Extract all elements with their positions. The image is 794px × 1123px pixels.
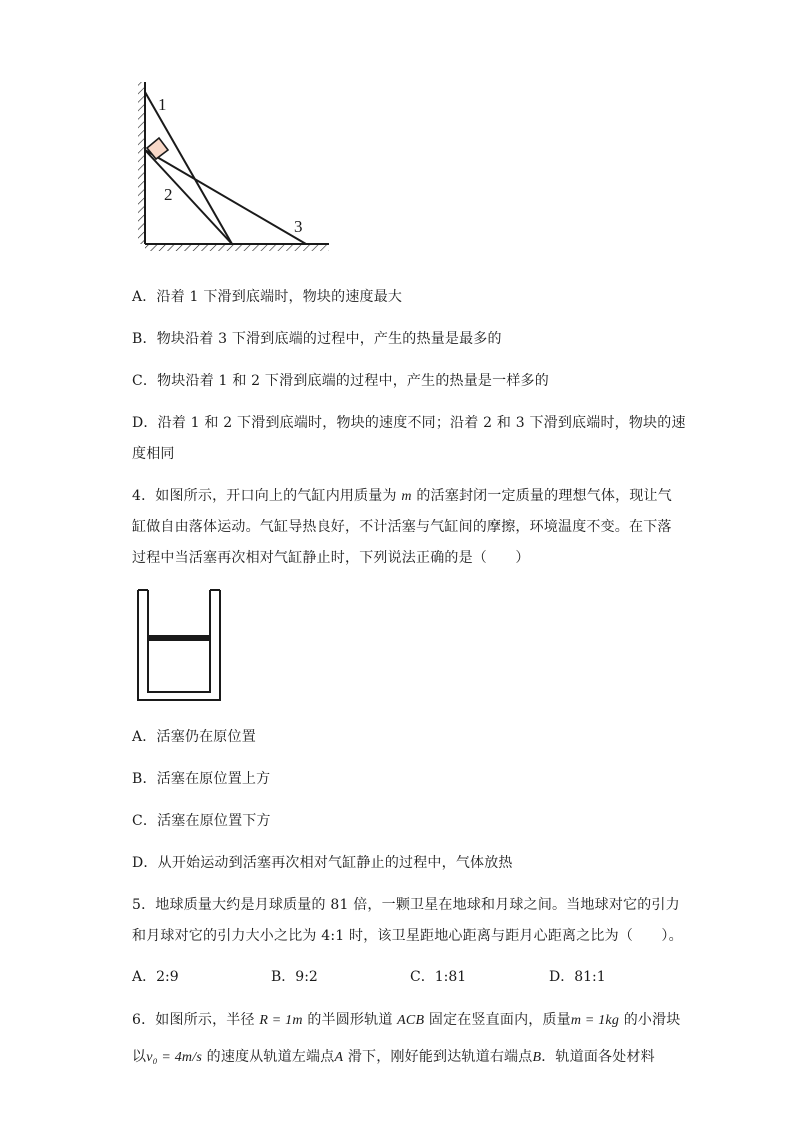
q6-point-a: A	[334, 1050, 344, 1065]
q6-track: ACB	[397, 1013, 425, 1028]
q4-stem-line-1	[132, 485, 672, 505]
incline-label-3: 3	[294, 217, 303, 236]
q5-option-c: C．1:81	[410, 969, 467, 985]
cylinder-outer	[138, 590, 220, 700]
q6-text-7: 滑下，刚好能到达轨道右端点	[343, 1049, 533, 1065]
incline-2	[145, 150, 232, 244]
q5-stem-line-1: 5．地球质量大约是月球质量的 81 倍，一颗卫星在地球和月球之间。当地球对它的引力	[132, 897, 680, 913]
q6-mass: m = 1kg	[570, 1013, 620, 1028]
q4-option-d: D．从开始运动到活塞再次相对气缸静止的过程中，气体放热	[132, 855, 513, 871]
q6-text-8: ．轨道面各处材料	[541, 1049, 655, 1065]
q3-option-c: C．物块沿着 1 和 2 下滑到底端的过程中，产生的热量是一样多的	[132, 373, 549, 389]
q4-stem-tail: 的活塞封闭一定质量的理想气体，现让气	[411, 488, 672, 504]
q3-option-b: B．物块沿着 3 下滑到底端的过程中，产生的热量是最多的	[132, 331, 502, 347]
q6-radius: R = 1m	[259, 1013, 303, 1028]
q4-stem-line-2: 缸做自由落体运动。气缸导热良好，不计活塞与气缸间的摩擦，环境温度不变。在下落	[132, 519, 672, 535]
q6-v0: v₀ = 4m/s	[146, 1050, 202, 1065]
piston	[148, 635, 210, 641]
incline-label-1: 1	[158, 95, 167, 114]
incline-1	[145, 92, 232, 244]
ground-hatch	[145, 244, 329, 251]
q4-option-b: B．活塞在原位置上方	[132, 771, 271, 787]
q5-option-a: A．2:9	[132, 969, 179, 985]
q6-text-4: 的小滑块	[619, 1012, 681, 1028]
q5-option-d: D．81:1	[549, 969, 606, 985]
q4-stem-part: 4．如图所示，开口向上的气缸内用质量为	[132, 488, 397, 504]
q6-text-3: 固定在竖直面内，质量	[424, 1012, 571, 1028]
q5-stem-line-2: 和月球对它的引力大小之比为 4:1 时，该卫星距地心距离与距月心距离之比为（ ）。	[132, 928, 683, 944]
q3-option-d: D．沿着 1 和 2 下滑到底端时，物块的速度不同；沿着 2 和 3 下滑到底端时，物块的速	[132, 415, 686, 431]
wall-hatch	[138, 82, 145, 244]
q4-stem-line-3: 过程中当活塞再次相对气缸静止时，下列说法正确的是（ ）	[132, 550, 530, 566]
q4-option-c: C．活塞在原位置下方	[132, 813, 271, 829]
incline-label-2: 2	[164, 185, 173, 204]
q6-point-b: B	[532, 1050, 542, 1065]
incline-figure	[128, 78, 338, 254]
q6-text-1: 6．如图所示，半径	[132, 1012, 260, 1028]
cylinder-figure	[136, 588, 224, 704]
q3-option-d-continued: 度相同	[132, 446, 175, 462]
q6-stem-line-2	[132, 1046, 655, 1066]
q4-option-a: A．活塞仍在原位置	[132, 729, 256, 745]
q6-stem-line-1	[132, 1009, 681, 1029]
q6-text-5: 以	[132, 1049, 147, 1065]
q3-option-a: A．沿着 1 下滑到底端时，物块的速度最大	[132, 289, 403, 305]
q6-text-2: 的半圆形轨道	[302, 1012, 398, 1028]
q4-mass-symbol: m	[401, 489, 412, 504]
q5-option-b: B．9:2	[271, 969, 318, 985]
q6-text-6: 的速度从轨道左端点	[201, 1049, 335, 1065]
